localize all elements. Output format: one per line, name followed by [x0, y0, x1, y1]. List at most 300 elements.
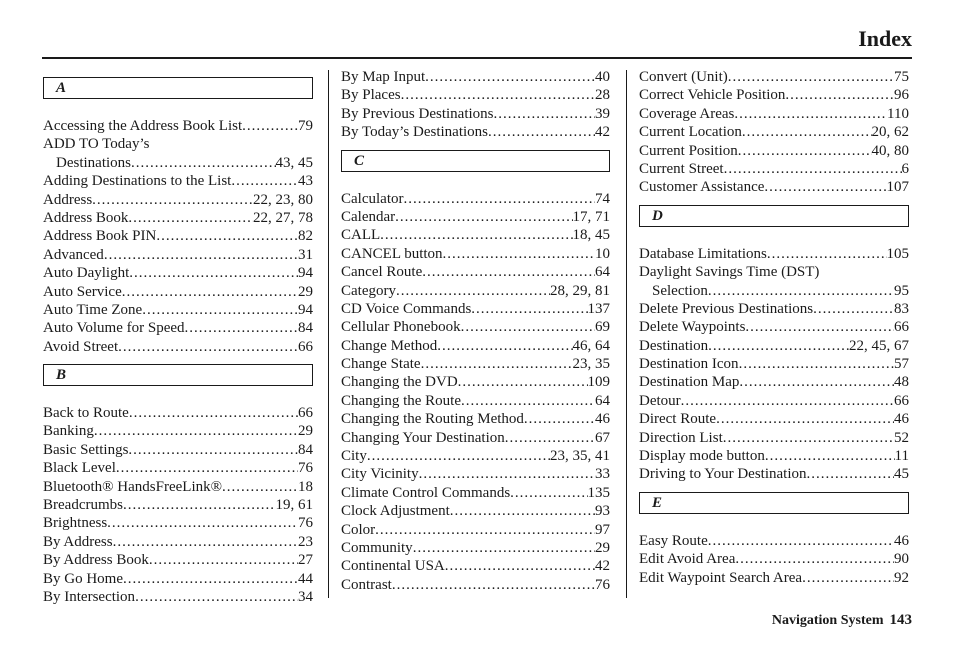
- index-entry: [341, 263, 610, 281]
- index-term: Destinations: [56, 154, 131, 171]
- page-reference: 52: [894, 429, 909, 446]
- index-term: Banking: [43, 423, 94, 440]
- index-term: Black Level: [43, 460, 116, 477]
- index-entry: [639, 392, 909, 410]
- index-entry: [43, 283, 313, 301]
- dot-leader: [728, 68, 894, 86]
- page-reference: 10: [595, 245, 610, 262]
- index-entry: [639, 373, 909, 391]
- page-reference: 92: [894, 569, 909, 586]
- dot-leader: [738, 142, 872, 160]
- index-term: Color: [341, 521, 376, 538]
- page-reference: 20, 62: [871, 124, 909, 141]
- index-entry: [639, 86, 909, 104]
- dot-leader: [458, 373, 588, 391]
- index-term: Edit Avoid Area: [639, 551, 736, 568]
- dot-leader: [222, 478, 298, 496]
- index-column-3: [639, 68, 909, 587]
- index-entry: [43, 478, 313, 496]
- index-entry: [341, 539, 610, 557]
- index-term: Selection: [652, 282, 708, 299]
- page-number: 143: [889, 612, 912, 628]
- index-entry: [341, 355, 610, 373]
- page-reference: 43, 45: [275, 154, 313, 171]
- dot-leader: [708, 282, 894, 300]
- index-term: CALL: [341, 227, 381, 244]
- index-term: Auto Daylight: [43, 265, 130, 282]
- index-term: Changing Your Destination: [341, 429, 505, 446]
- dot-leader: [422, 263, 595, 281]
- index-entry: [639, 410, 909, 428]
- index-term: Bluetooth® HandsFreeLink®: [43, 478, 223, 495]
- page-reference: 97: [595, 521, 610, 538]
- index-term: Customer Assistance: [639, 179, 765, 196]
- page-reference: 42: [595, 124, 610, 141]
- dot-leader: [708, 337, 849, 355]
- index-entry: [639, 142, 909, 160]
- page-reference: 23, 35, 41: [550, 448, 610, 465]
- index-entry: [639, 160, 909, 178]
- index-term: City Vicinity: [341, 466, 419, 483]
- index-term: Current Location: [639, 124, 742, 141]
- dot-leader: [445, 557, 595, 575]
- index-entry: [43, 319, 313, 337]
- index-entry: [639, 245, 909, 263]
- page-title: Index: [858, 26, 912, 51]
- index-term: Category: [341, 282, 396, 299]
- index-entry: [43, 191, 313, 209]
- page-reference: 96: [894, 87, 909, 104]
- index-entry: [43, 338, 313, 356]
- index-term: By Map Input: [341, 69, 426, 85]
- index-term: CD Voice Commands: [341, 300, 472, 317]
- index-term: Continental USA: [341, 558, 445, 575]
- index-term: Delete Previous Destinations: [639, 300, 814, 317]
- index-term: By Places: [341, 87, 401, 104]
- index-entry: [341, 208, 610, 226]
- dot-leader: [813, 300, 894, 318]
- index-entry: [639, 105, 909, 123]
- index-entry: [639, 282, 909, 300]
- page-reference: 76: [595, 576, 610, 593]
- index-entry: [341, 429, 610, 447]
- dot-leader: [128, 209, 253, 227]
- column-divider: [328, 70, 329, 598]
- dot-leader: [437, 337, 572, 355]
- index-term: Address Book PIN: [43, 228, 157, 245]
- index-entry: [639, 300, 909, 318]
- index-term: Current Position: [639, 142, 738, 159]
- section-header-c: C: [341, 150, 610, 172]
- index-term: Driving to Your Destination: [639, 466, 807, 483]
- index-entry: [639, 318, 909, 336]
- index-term: Avoid Street: [43, 338, 119, 355]
- index-term: Change State: [341, 356, 421, 373]
- index-entry: [43, 209, 313, 227]
- dot-leader: [113, 533, 298, 551]
- index-entry: [43, 264, 313, 282]
- dot-leader: [745, 318, 894, 336]
- dot-leader: [129, 404, 298, 422]
- page-reference: 135: [587, 484, 610, 501]
- page-reference: 84: [298, 320, 313, 337]
- page-reference: 43: [298, 173, 313, 190]
- index-term: CANCEL button: [341, 245, 443, 262]
- index-entry: [341, 521, 610, 539]
- index-term: Clock Adjustment: [341, 503, 450, 520]
- page-reference: 46: [595, 411, 610, 428]
- index-term: Cancel Route: [341, 264, 423, 281]
- dot-leader: [802, 569, 894, 587]
- dot-leader: [149, 551, 298, 569]
- dot-leader: [739, 373, 894, 391]
- page-reference: 28: [595, 87, 610, 104]
- page-reference: 82: [298, 228, 313, 245]
- index-term: Coverage Areas: [639, 105, 735, 122]
- dot-leader: [739, 355, 894, 373]
- index-term: Accessing the Address Book List: [43, 118, 243, 134]
- page-reference: 40, 80: [871, 142, 909, 159]
- dot-leader: [421, 355, 573, 373]
- index-term: Auto Service: [43, 283, 122, 300]
- index-entry: [639, 447, 909, 465]
- index-term: City: [341, 448, 367, 465]
- index-term: Advanced: [43, 246, 104, 263]
- index-term: Brightness: [43, 515, 108, 532]
- index-term: Auto Volume for Speed: [43, 320, 185, 337]
- index-term: Adding Destinations to the List: [43, 173, 232, 190]
- page-reference: 75: [894, 69, 909, 85]
- dot-leader: [505, 429, 595, 447]
- page-reference: 48: [894, 374, 909, 391]
- dot-leader: [461, 392, 595, 410]
- index-entry: [341, 557, 610, 575]
- dot-leader: [681, 392, 894, 410]
- dot-leader: [375, 521, 595, 539]
- page-reference: 27: [298, 552, 313, 569]
- page-reference: 29: [298, 423, 313, 440]
- index-entry: [341, 502, 610, 520]
- dot-leader: [510, 484, 587, 502]
- page-reference: 64: [595, 392, 610, 409]
- index-entry: [341, 465, 610, 483]
- index-entry: [43, 154, 313, 172]
- page-reference: 44: [298, 570, 313, 587]
- index-term: Correct Vehicle Position: [639, 87, 786, 104]
- index-term: Detour: [639, 392, 681, 409]
- page-reference: 110: [887, 105, 909, 122]
- index-entry: [341, 282, 610, 300]
- index-entry: [639, 337, 909, 355]
- index-entry: [43, 533, 313, 551]
- dot-leader: [401, 86, 595, 104]
- page-reference: 93: [595, 503, 610, 520]
- index-entry: [341, 68, 610, 86]
- index-entry: [341, 337, 610, 355]
- index-entry: [341, 123, 610, 141]
- index-term: By Previous Destinations: [341, 105, 494, 122]
- index-term: Calculator: [341, 190, 404, 207]
- dot-leader: [185, 319, 298, 337]
- dot-leader: [107, 514, 298, 532]
- index-entry: [639, 263, 909, 281]
- page-reference: 18, 45: [572, 227, 610, 244]
- page-reference: 137: [587, 300, 610, 317]
- index-entry: [43, 246, 313, 264]
- index-term: Edit Waypoint Search Area: [639, 569, 803, 586]
- page-reference: 66: [298, 405, 313, 422]
- dot-leader: [735, 550, 894, 568]
- page-reference: 57: [894, 356, 909, 373]
- dot-leader: [488, 123, 595, 141]
- page-reference: 22, 45, 67: [849, 337, 909, 354]
- index-entry: [43, 514, 313, 532]
- section-header-a: A: [43, 77, 313, 99]
- page-reference: 94: [298, 301, 313, 318]
- index-term: Breadcrumbs: [43, 497, 123, 514]
- dot-leader: [767, 245, 887, 263]
- page-reference: 46: [894, 532, 909, 549]
- page-reference: 76: [298, 515, 313, 532]
- page-reference: 42: [595, 558, 610, 575]
- dot-leader: [135, 588, 298, 606]
- index-entry: [341, 410, 610, 428]
- section-header-d: D: [639, 205, 909, 227]
- dot-leader: [392, 576, 595, 594]
- section-header-b: B: [43, 364, 313, 386]
- dot-leader: [461, 318, 595, 336]
- dot-leader: [123, 496, 276, 514]
- dot-leader: [104, 246, 298, 264]
- page-reference: 45: [894, 466, 909, 483]
- index-entry: [43, 441, 313, 459]
- page-footer: [772, 610, 912, 631]
- index-term: Changing the Routing Method: [341, 411, 524, 428]
- dot-leader: [524, 410, 595, 428]
- page-reference: 40: [595, 69, 610, 85]
- index-entry: [341, 576, 610, 594]
- index-term: Destination Icon: [639, 356, 739, 373]
- index-term: By Today’s Destinations: [341, 124, 489, 141]
- index-entry: [43, 570, 313, 588]
- index-term: Easy Route: [639, 532, 708, 549]
- index-term: Destination: [639, 337, 709, 354]
- dot-leader: [734, 105, 887, 123]
- dot-leader: [131, 154, 276, 172]
- index-term: Climate Control Commands: [341, 484, 511, 501]
- index-entry: [43, 422, 313, 440]
- page-reference: 66: [894, 319, 909, 336]
- page-reference: 29: [595, 539, 610, 556]
- dot-leader: [123, 570, 298, 588]
- index-column-1: [43, 68, 313, 606]
- page-reference: 94: [298, 265, 313, 282]
- index-entry: [639, 550, 909, 568]
- dot-leader: [118, 338, 298, 356]
- index-entry: [639, 178, 909, 196]
- page-reference: 83: [894, 300, 909, 317]
- index-term: Direct Route: [639, 411, 717, 428]
- dot-leader: [231, 172, 298, 190]
- index-term: Destination Map: [639, 374, 740, 391]
- page-reference: 66: [298, 338, 313, 355]
- index-term: Contrast: [341, 576, 392, 593]
- index-entry: [341, 86, 610, 104]
- index-entry: [639, 355, 909, 373]
- dot-leader: [92, 191, 253, 209]
- index-term: Basic Settings: [43, 441, 129, 458]
- dot-leader: [122, 283, 298, 301]
- page-reference: 18: [298, 478, 313, 495]
- dot-leader: [765, 447, 895, 465]
- page-reference: 69: [595, 319, 610, 336]
- page-reference: 109: [587, 374, 610, 391]
- index-term: Address Book: [43, 209, 129, 226]
- dot-leader: [764, 178, 886, 196]
- section-header-e: E: [639, 492, 909, 514]
- index-entry: [639, 429, 909, 447]
- index-entry: [639, 68, 909, 86]
- dot-leader: [403, 190, 595, 208]
- index-term: Community: [341, 539, 413, 556]
- page-reference: 31: [298, 246, 313, 263]
- dot-leader: [413, 539, 595, 557]
- index-entry: [43, 227, 313, 245]
- index-term: Direction List: [639, 429, 723, 446]
- index-term: Address: [43, 191, 93, 208]
- index-term: By Address Book: [43, 552, 149, 569]
- index-entry: [341, 226, 610, 244]
- page-reference: 23: [298, 533, 313, 550]
- index-term: Changing the DVD: [341, 374, 458, 391]
- index-entry: [639, 569, 909, 587]
- index-term: Change Method: [341, 337, 438, 354]
- dot-leader: [708, 532, 894, 550]
- index-entry: [43, 551, 313, 569]
- index-entry: [43, 135, 313, 153]
- page-reference: 95: [894, 282, 909, 299]
- index-entry: [341, 300, 610, 318]
- index-entry: [43, 588, 313, 606]
- page-reference: 33: [595, 466, 610, 483]
- dot-leader: [94, 422, 298, 440]
- dot-leader: [380, 226, 572, 244]
- index-term: Cellular Phonebook: [341, 319, 461, 336]
- index-entry: [341, 447, 610, 465]
- index-entry: [341, 245, 610, 263]
- dot-leader: [785, 86, 894, 104]
- page-reference: 79: [298, 118, 313, 134]
- index-entry: [639, 465, 909, 483]
- page-reference: 34: [298, 588, 313, 605]
- dot-leader: [443, 245, 595, 263]
- page-reference: 66: [894, 392, 909, 409]
- dot-leader: [128, 441, 298, 459]
- manual-title: Navigation System: [771, 613, 884, 628]
- index-term: Convert (Unit): [639, 69, 728, 85]
- page-reference: 22, 23, 80: [253, 191, 313, 208]
- dot-leader: [494, 105, 596, 123]
- dot-leader: [723, 429, 894, 447]
- index-term: Calendar: [341, 208, 396, 225]
- dot-leader: [450, 502, 595, 520]
- page-reference: 29: [298, 283, 313, 300]
- dot-leader: [419, 465, 595, 483]
- dot-leader: [471, 300, 587, 318]
- page-reference: 46: [894, 411, 909, 428]
- dot-leader: [142, 301, 298, 319]
- dot-leader: [716, 410, 894, 428]
- dot-leader: [156, 227, 298, 245]
- index-entry: [341, 318, 610, 336]
- index-entry: [639, 123, 909, 141]
- index-entry: [341, 190, 610, 208]
- page-reference: 19, 61: [275, 497, 313, 514]
- index-entry: [43, 172, 313, 190]
- index-entry: [43, 459, 313, 477]
- page-reference: 74: [595, 190, 610, 207]
- dot-leader: [242, 117, 298, 135]
- page-reference: 107: [886, 179, 909, 196]
- page-reference: 64: [595, 264, 610, 281]
- dot-leader: [425, 68, 595, 86]
- page-reference: 90: [894, 551, 909, 568]
- page-reference: 17, 71: [572, 208, 610, 225]
- dot-leader: [395, 208, 572, 226]
- index-term: By Address: [43, 533, 113, 550]
- index-entry: [43, 117, 313, 135]
- index-term: Auto Time Zone: [43, 301, 143, 318]
- page-reference: 28, 29, 81: [550, 282, 610, 299]
- index-term: Daylight Savings Time (DST): [639, 264, 820, 281]
- page-reference: 11: [894, 448, 909, 465]
- index-term: Back to Route: [43, 405, 129, 422]
- dot-leader: [396, 282, 550, 300]
- index-term: Delete Waypoints: [639, 319, 746, 336]
- page-reference: 23, 35: [572, 356, 610, 373]
- dot-leader: [742, 123, 872, 141]
- page-reference: 84: [298, 441, 313, 458]
- index-term: By Intersection: [43, 588, 136, 605]
- index-entry: [639, 532, 909, 550]
- dot-leader: [129, 264, 298, 282]
- index-term: Database Limitations: [639, 245, 767, 262]
- index-term: ADD TO Today’s: [43, 136, 150, 153]
- page-reference: 6: [901, 160, 909, 177]
- header-rule: [42, 57, 912, 59]
- page-reference: 67: [595, 429, 610, 446]
- page-reference: 76: [298, 460, 313, 477]
- index-term: Current Street: [639, 160, 724, 177]
- index-term: Display mode button: [639, 448, 765, 465]
- dot-leader: [116, 459, 298, 477]
- index-entry: [341, 105, 610, 123]
- column-divider: [626, 70, 627, 598]
- index-entry: [43, 496, 313, 514]
- index-entry: [43, 301, 313, 319]
- page-reference: 105: [886, 245, 909, 262]
- dot-leader: [367, 447, 550, 465]
- page-reference: 39: [595, 105, 610, 122]
- index-entry: [43, 404, 313, 422]
- dot-leader: [807, 465, 894, 483]
- index-entry: [341, 484, 610, 502]
- index-term: Changing the Route: [341, 392, 461, 409]
- index-term: By Go Home: [43, 570, 123, 587]
- index-entry: [341, 373, 610, 391]
- dot-leader: [724, 160, 902, 178]
- page-reference: 22, 27, 78: [253, 209, 313, 226]
